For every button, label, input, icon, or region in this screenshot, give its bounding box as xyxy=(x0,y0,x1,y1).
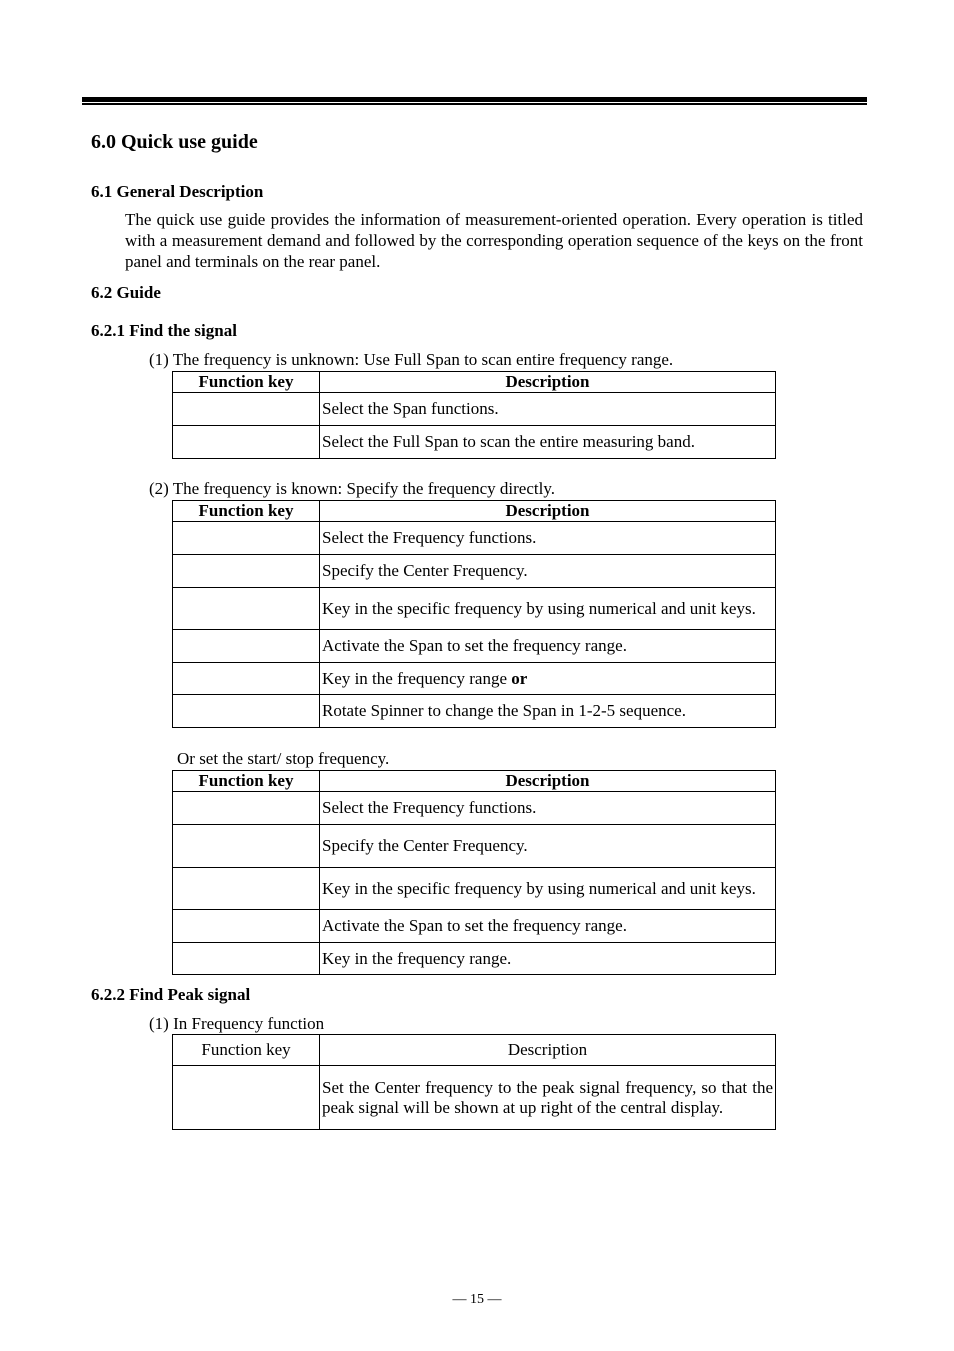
case2-caption: (2) The frequency is known: Specify the frequency directly. xyxy=(149,479,555,498)
description-text: Key in the frequency range xyxy=(322,668,508,688)
header-description: Description xyxy=(320,372,776,393)
or-word: or xyxy=(511,668,528,688)
description-cell: Key in the specific frequency by using numerical and unit keys. xyxy=(320,588,776,630)
table-header-row xyxy=(173,771,776,792)
table-row xyxy=(173,792,776,825)
table-row xyxy=(173,588,776,630)
description-cell: Select the Frequency functions. xyxy=(320,792,776,825)
description-cell: Select the Span functions. xyxy=(320,393,776,426)
function-key-cell xyxy=(173,695,320,728)
function-key-cell xyxy=(173,630,320,663)
table-row xyxy=(173,943,776,975)
table-header-row xyxy=(173,501,776,522)
table-row xyxy=(173,825,776,868)
table-row xyxy=(173,555,776,588)
table-row xyxy=(173,393,776,426)
case1-caption: (1) The frequency is unknown: Use Full Span to scan entire frequency range. xyxy=(149,350,674,369)
table-start-stop xyxy=(172,770,776,975)
description-cell: Rotate Spinner to change the Span in 1-2-5 sequence. xyxy=(320,695,776,728)
header-function-key: Function key xyxy=(173,372,320,393)
header-rule-thin xyxy=(82,103,867,105)
header-description: Description xyxy=(320,1035,776,1066)
table-row xyxy=(173,663,776,695)
table-center-span xyxy=(172,500,776,728)
section-6-2-1-title: 6.2.1 Find the signal xyxy=(91,321,237,340)
function-key-cell xyxy=(173,792,320,825)
description-cell: Set the Center frequency to the peak signal frequency, so that the peak signal will be shown at up right of the central display. xyxy=(320,1066,776,1130)
table-find-peak xyxy=(172,1034,776,1130)
table-row xyxy=(173,1066,776,1130)
table-header-row xyxy=(173,1035,776,1066)
function-key-cell xyxy=(173,426,320,459)
table-full-span xyxy=(172,371,776,459)
description-cell: Activate the Span to set the frequency range. xyxy=(320,910,776,943)
page-title: 6.0 Quick use guide xyxy=(91,131,258,153)
section-6-2-title: 6.2 Guide xyxy=(91,283,161,302)
section-6-1-text: The quick use guide provides the information of measurement-oriented operation. Every operation is titled with a measurement demand and followed by the corresponding operation sequence of the keys on the front panel and terminals on the rear panel. xyxy=(125,210,863,271)
table-header-row xyxy=(173,372,776,393)
function-key-cell xyxy=(173,943,320,975)
description-cell: Key in the specific frequency by using numerical and unit keys. xyxy=(320,868,776,910)
section-6-1-title: 6.1 General Description xyxy=(91,182,264,201)
table-row xyxy=(173,695,776,728)
function-key-cell xyxy=(173,825,320,868)
function-key-cell xyxy=(173,555,320,588)
description-cell: Specify the Center Frequency. xyxy=(320,825,776,868)
table-row xyxy=(173,426,776,459)
header-rule-thick xyxy=(82,97,867,102)
function-key-cell xyxy=(173,663,320,695)
description-cell: Key in the frequency range. xyxy=(320,943,776,975)
table-row xyxy=(173,910,776,943)
page-number: — 15 — xyxy=(452,1292,502,1307)
peak-case1-caption: (1) In Frequency function xyxy=(149,1014,325,1033)
header-function-key: Function key xyxy=(173,771,320,792)
function-key-cell xyxy=(173,522,320,555)
function-key-cell xyxy=(173,910,320,943)
header-function-key: Function key xyxy=(173,501,320,522)
description-cell: Specify the Center Frequency. xyxy=(320,555,776,588)
function-key-cell xyxy=(173,588,320,630)
section-6-2-2-title: 6.2.2 Find Peak signal xyxy=(91,985,251,1004)
description-cell: Select the Frequency functions. xyxy=(320,522,776,555)
table-row xyxy=(173,522,776,555)
function-key-cell xyxy=(173,393,320,426)
case3-caption: Or set the start/ stop frequency. xyxy=(177,749,390,768)
description-cell: Activate the Span to set the frequency range. xyxy=(320,630,776,663)
description-cell: Select the Full Span to scan the entire measuring band. xyxy=(320,426,776,459)
description-cell xyxy=(320,663,776,695)
header-function-key: Function key xyxy=(173,1035,320,1066)
table-row xyxy=(173,868,776,910)
table-row xyxy=(173,630,776,663)
header-description: Description xyxy=(320,771,776,792)
function-key-cell xyxy=(173,868,320,910)
header-description: Description xyxy=(320,501,776,522)
function-key-cell xyxy=(173,1066,320,1130)
